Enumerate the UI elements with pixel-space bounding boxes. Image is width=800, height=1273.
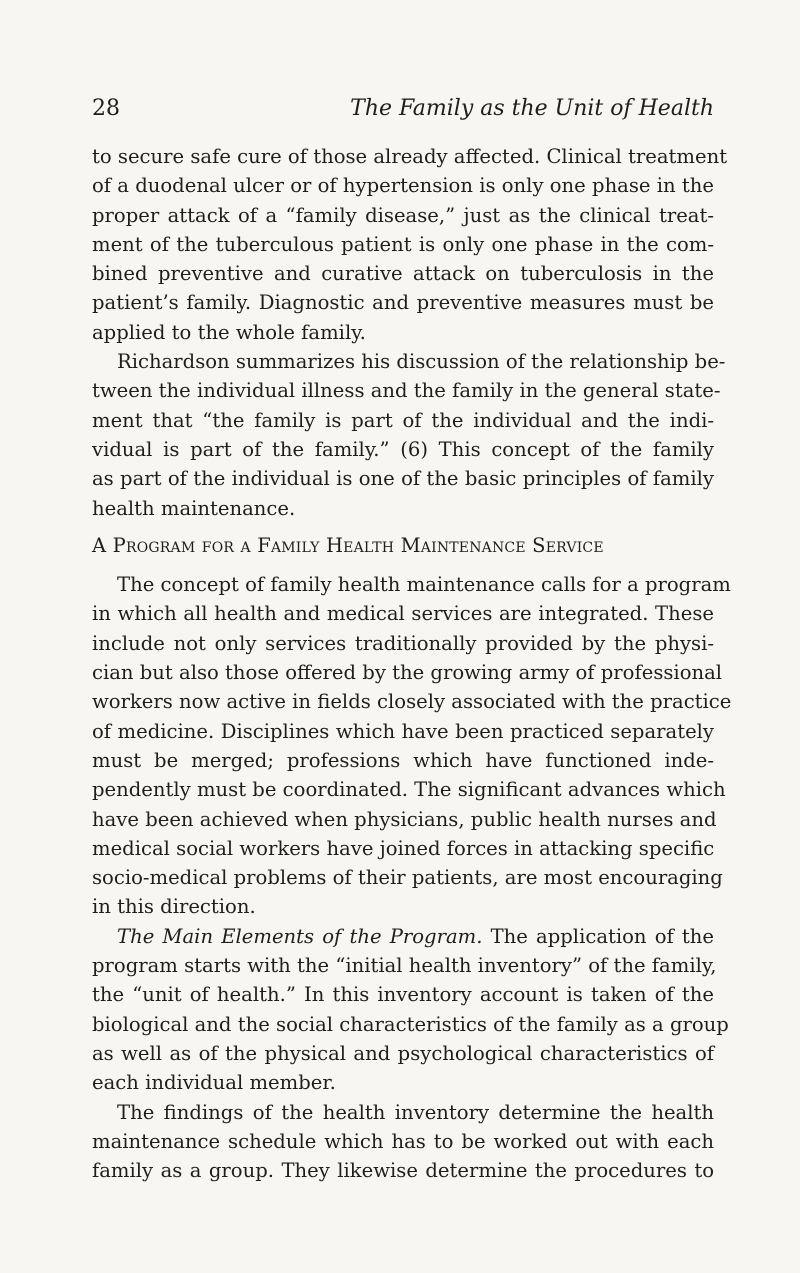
text-line: ment that “the family is part of the individual and the indi- [92, 408, 714, 432]
paragraph-1 [92, 142, 728, 347]
text-line: of a duodenal ulcer or of hypertension is only one phase in the [92, 174, 714, 198]
first-line-rest: The application of the [482, 924, 714, 948]
text-line: must be merged; professions which have functioned inde- [92, 748, 714, 772]
text-line: applied to the whole family. [92, 320, 366, 344]
text-line: health maintenance. [92, 496, 296, 520]
text-line: have been achieved when physicians, public health nurses and [92, 807, 717, 831]
section-paragraph-2 [92, 922, 729, 1098]
text-line [92, 922, 714, 951]
section-paragraph-3 [92, 1098, 714, 1186]
text-line: bined preventive and curative attack on tuberculosis in the [92, 262, 714, 286]
text-line: cian but also those offered by the growing army of professional [92, 661, 723, 685]
section-heading: A Program for a Family Health Maintenance Service [92, 533, 604, 557]
text-line: as well as of the physical and psychological characteristics of [92, 1041, 714, 1065]
text-line: pendently must be coordinated. The significant advances which [92, 778, 726, 802]
text-line: tween the individual illness and the family in the general state- [92, 379, 721, 403]
run-in-heading: The Main Elements of the Program. [117, 924, 483, 948]
text-line: each individual member. [92, 1071, 336, 1095]
text-line: maintenance schedule which has to be worked out with each [92, 1129, 714, 1153]
text-line: The findings of the health inventory determine the health [117, 1100, 714, 1124]
running-head [92, 96, 714, 136]
text-line: socio-medical problems of their patients, are most encouraging [92, 866, 723, 890]
text-line: the “unit of health.” In this inventory account is taken of the [92, 983, 714, 1007]
text-line: of medicine. Disciplines which have been practiced separately [92, 719, 714, 743]
paragraph-2 [92, 347, 726, 523]
text-line: to secure safe cure of those already affected. Clinical treatment [92, 145, 728, 168]
text-line: patient’s family. Diagnostic and preventive measures must be [92, 291, 714, 315]
section-paragraph-1 [92, 570, 732, 922]
page-number: 28 [92, 96, 120, 121]
text-line: ment of the tuberculous patient is only one phase in the com- [92, 232, 714, 256]
text-line: include not only services traditionally provided by the physi- [92, 631, 714, 655]
running-title: The Family as the Unit of Health [350, 96, 714, 121]
text-line: workers now active in fields closely associated with the practice [92, 690, 732, 714]
text-line: biological and the social characteristics of the family as a group [92, 1012, 729, 1036]
text-line: proper attack of a “family disease,” just as the clinical treat- [92, 203, 714, 227]
text-line: family as a group. They likewise determine the procedures to [92, 1159, 714, 1183]
book-page [92, 96, 732, 1185]
text-line: program starts with the “initial health inventory” of the family, [92, 954, 717, 978]
text-line: The concept of family health maintenance calls for a program [117, 573, 731, 597]
text-line: as part of the individual is one of the basic principles of family [92, 467, 714, 491]
text-line: medical social workers have joined forces in attacking specific [92, 836, 715, 860]
text-line: Richardson summarizes his discussion of the relationship be- [117, 350, 726, 374]
text-line: in which all health and medical services are integrated. These [92, 602, 714, 626]
text-line: vidual is part of the family.” (6) This concept of the family [92, 437, 714, 461]
text-line: in this direction. [92, 895, 256, 919]
